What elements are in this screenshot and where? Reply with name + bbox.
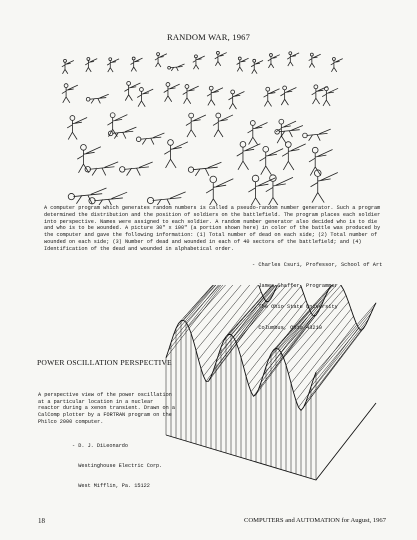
surface-hatching xyxy=(166,285,376,480)
soldier-figure xyxy=(206,176,233,205)
soldier-figure xyxy=(237,141,261,169)
power-oscillation-caption: A perspective view of the power oscillation at a particular location in a nuclear reactor during a xenon transient. Drawn on a CalComp plotter by a FORTRAN program on the Philco 2000 computer. xyxy=(38,392,179,425)
soldier-figure xyxy=(86,94,108,103)
random-war-title: RANDOM WAR, 1967 xyxy=(166,32,251,42)
random-war-caption: A computer program which generates random numbers is called a pseudo-random number generator. Such a program determined the distribution and the position of soldiers on the battlefield. The program places each soldier into perspective. Names were assigned to each soldier. A random number generator also decided who is to die and who is to be wounded. A picture 30" x 100" (a portion shown here) in color of the battle was produced by the computer and gave the following information: (1) Total number of dead on each side; (2) Total number of wounded on each side; (3) Number of dead and wounded in each of 40 sectors of the battlefield; and (4) Identification of the dead and wounded in alphabetical order. xyxy=(44,205,384,252)
soldier-figure xyxy=(248,121,268,145)
power-oscillation-title: POWER OSCILLATION PERSPECTIVE xyxy=(37,358,172,367)
soldier-figure xyxy=(275,125,303,137)
soldier-figure xyxy=(264,87,280,106)
soldier-figure xyxy=(120,162,153,176)
publication-footer: COMPUTERS and AUTOMATION for August, 1967 xyxy=(244,517,387,524)
soldier-figure xyxy=(213,113,233,137)
soldier-figure xyxy=(287,52,299,66)
soldier-figure xyxy=(237,57,249,71)
soldier-figure xyxy=(282,142,306,170)
soldier-figure xyxy=(168,64,185,71)
soldier-figure xyxy=(309,53,321,67)
credit-line-2: James Shaffer, Programmer xyxy=(252,283,338,289)
credit-line-4: Columbus, Ohio 43210 xyxy=(252,325,322,331)
power-oscillation-surface-plot xyxy=(158,285,380,497)
soldier-figure xyxy=(260,146,284,174)
soldier-figure xyxy=(183,85,199,104)
soldier-figure xyxy=(228,90,244,109)
soldier-figure xyxy=(67,116,87,140)
soldier-figure xyxy=(251,59,263,73)
credit-line-1: - Charles Csuri, Professor, School of Art xyxy=(252,262,383,268)
soldier-figure xyxy=(268,54,280,68)
soldier-figure xyxy=(207,86,223,105)
soldier-figure xyxy=(188,162,221,176)
soldier-figure xyxy=(137,88,153,107)
soldier-figure xyxy=(62,84,78,103)
soldier-figure xyxy=(136,133,164,145)
credit-line-3: West Mifflin, Pa. 15122 xyxy=(72,483,150,490)
soldier-figure xyxy=(85,57,97,71)
credit-line-1: - D. J. DiLeonardo xyxy=(72,442,129,449)
soldier-figure xyxy=(124,81,140,100)
soldier-figure xyxy=(155,53,167,67)
power-oscillation-credit xyxy=(72,429,162,497)
soldier-figure xyxy=(331,57,343,71)
soldier-figure xyxy=(311,170,338,203)
soldier-figure xyxy=(85,162,118,176)
soldier-figure xyxy=(303,129,331,141)
soldier-figure xyxy=(193,55,205,69)
credit-line-3: The Ohio State University xyxy=(252,304,338,310)
soldier-figure xyxy=(322,87,338,106)
soldier-figure xyxy=(164,140,188,168)
soldier-figure xyxy=(131,57,143,71)
soldier-figure xyxy=(147,192,185,205)
soldier-figure xyxy=(280,86,296,105)
soldier-figure xyxy=(186,113,206,137)
page-number: 18 xyxy=(38,517,45,525)
credit-line-2: Westinghouse Electric Corp. xyxy=(72,462,163,469)
soldier-figure xyxy=(266,175,293,205)
soldier-figure xyxy=(164,83,180,102)
soldier-figure xyxy=(62,59,74,73)
random-war-soldiers-artwork xyxy=(55,40,355,205)
soldier-figure xyxy=(68,188,106,204)
soldier-figure xyxy=(107,58,119,72)
soldier-figure xyxy=(215,51,227,65)
